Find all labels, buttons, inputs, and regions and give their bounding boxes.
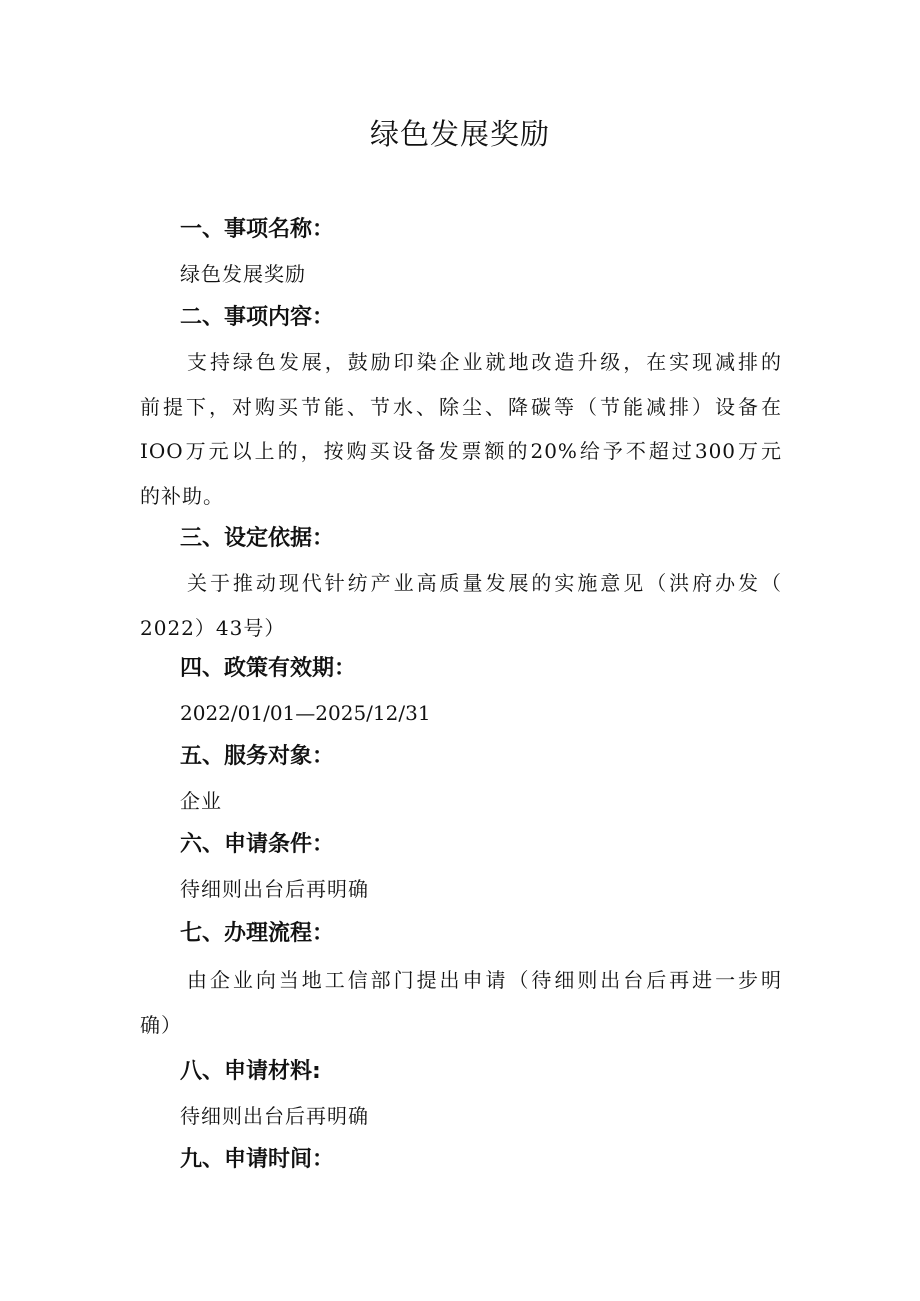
section-paragraph-process xyxy=(140,958,782,1047)
section-heading-process: 七、办理流程： xyxy=(180,921,335,946)
paragraph-line: 的补助。 xyxy=(140,483,224,508)
section-content-conditions: 待细则出台后再明确 xyxy=(180,877,369,901)
section-heading-basis: 三、设定依据： xyxy=(180,526,335,551)
section-heading-item-content: 二、事项内容： xyxy=(180,305,335,330)
section-content-target: 企业 xyxy=(180,789,222,813)
section-content-materials: 待细则出台后再明确 xyxy=(180,1104,369,1128)
section-paragraph-item-content xyxy=(140,340,782,518)
section-heading-time: 九、申请时间： xyxy=(180,1147,335,1172)
section-content-item-name: 绿色发展奖励 xyxy=(180,262,306,286)
paragraph-line: 支持绿色发展，鼓励印染企业就地改造升级，在实现减排的 xyxy=(187,350,782,374)
document-title: 绿色发展奖励 xyxy=(369,117,550,151)
section-heading-materials: 八、申请材料: xyxy=(180,1059,321,1084)
paragraph-line: 2022）43号） xyxy=(140,615,286,640)
section-heading-validity: 四、政策有效期： xyxy=(180,656,357,681)
paragraph-line: IOO万元以上的，按购买设备发票额的20%给予不超过300万元 xyxy=(140,439,782,463)
section-heading-conditions: 六、申请条件： xyxy=(180,832,335,857)
paragraph-line: 确） xyxy=(140,1012,182,1037)
section-heading-target: 五、服务对象： xyxy=(180,744,335,769)
section-content-validity: 2022/01/01—2025/12/31 xyxy=(180,701,431,725)
paragraph-line: 由企业向当地工信部门提出申请（待细则出台后再进一步明 xyxy=(187,968,782,992)
paragraph-line: 关于推动现代针纺产业高质量发展的实施意见（洪府办发（ xyxy=(187,571,782,595)
section-heading-item-name: 一、事项名称： xyxy=(180,217,335,242)
section-paragraph-basis xyxy=(140,561,782,650)
paragraph-line: 前提下，对购买节能、节水、除尘、降碳等（节能减排）设备在 xyxy=(140,394,782,419)
